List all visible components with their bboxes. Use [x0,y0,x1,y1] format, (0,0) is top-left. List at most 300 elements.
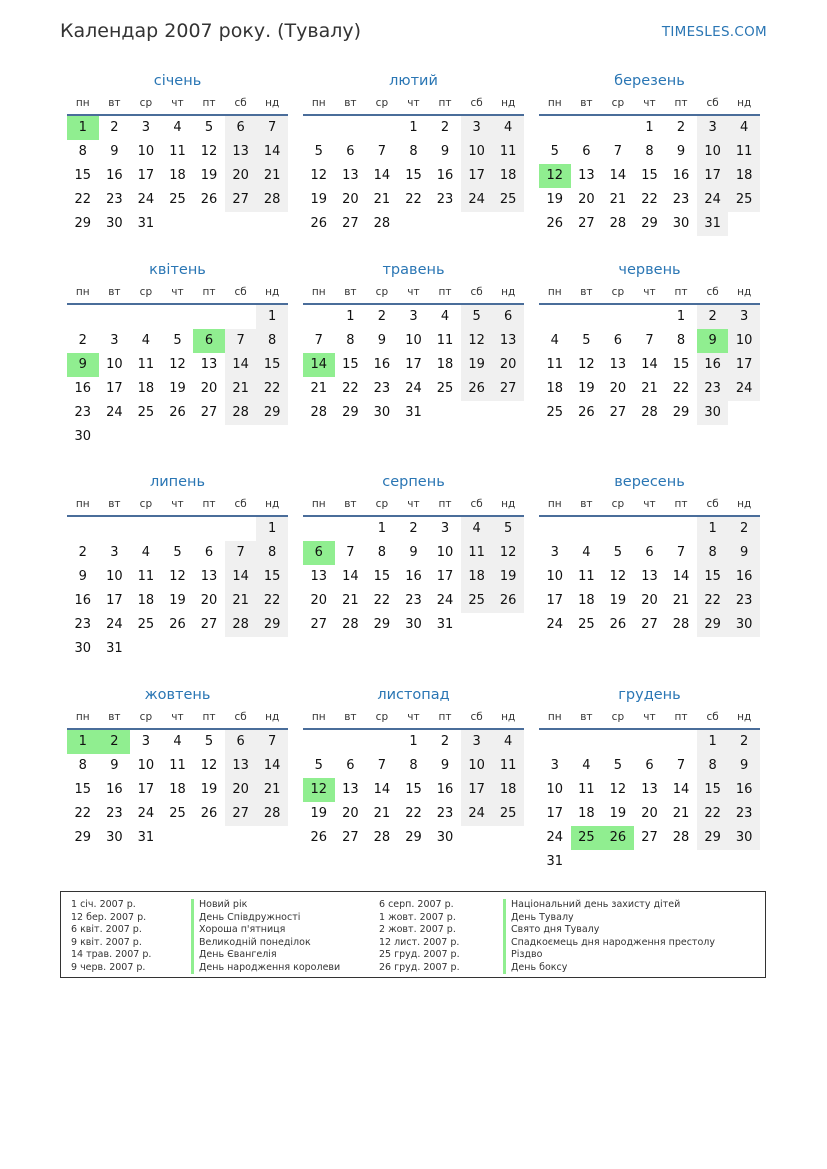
day-cell[interactable]: 5 [492,517,524,541]
day-cell[interactable]: 12 [200,758,218,773]
day-cell[interactable]: 17 [106,381,123,396]
day-cell[interactable]: 24 [405,381,422,396]
day-cell[interactable]: 3 [141,734,151,749]
day-cell[interactable]: 15 [697,778,729,802]
day-cell[interactable]: 5 [582,333,591,348]
day-cell[interactable]: 28 [225,613,257,637]
day-cell[interactable]: 30 [728,826,760,850]
day-cell[interactable]: 22 [641,192,658,207]
day-cell[interactable]: 4 [141,545,151,560]
day-cell[interactable]: 19 [310,806,328,821]
day-cell[interactable]: 22 [373,593,391,608]
day-cell[interactable]: 1 [645,120,654,135]
day-cell[interactable]: 7 [346,545,355,560]
day-cell[interactable]: 18 [436,357,454,372]
day-cell[interactable]: 16 [106,782,123,797]
day-cell[interactable]: 12 [461,329,493,353]
day-cell[interactable]: 31 [697,212,729,236]
day-cell[interactable]: 3 [141,120,151,135]
day-cell[interactable]: 30 [672,216,690,231]
day-cell[interactable]: 3 [461,730,493,754]
day-cell[interactable]: 17 [436,569,454,584]
day-cell[interactable]: 9 [697,329,729,353]
day-cell[interactable]: 18 [492,778,524,802]
day-cell[interactable]: 30 [106,216,123,231]
day-cell[interactable]: 20 [342,192,359,207]
day-cell[interactable]: 6 [492,305,524,329]
day-cell[interactable]: 5 [204,120,214,135]
day-cell[interactable]: 27 [641,830,658,845]
day-cell[interactable]: 1 [697,730,729,754]
day-cell[interactable]: 10 [106,357,123,372]
day-cell[interactable]: 12 [200,144,218,159]
day-cell[interactable]: 31 [137,216,155,231]
day-cell[interactable]: 17 [546,806,564,821]
day-cell[interactable]: 30 [697,401,729,425]
day-cell[interactable]: 24 [106,617,123,632]
day-cell[interactable]: 30 [405,617,422,632]
day-cell[interactable]: 1 [67,116,99,140]
day-cell[interactable]: 1 [697,517,729,541]
day-cell[interactable]: 7 [676,545,686,560]
day-cell[interactable]: 14 [256,140,288,164]
day-cell[interactable]: 22 [697,589,729,613]
day-cell[interactable]: 14 [303,353,335,377]
day-cell[interactable]: 28 [256,802,288,826]
day-cell[interactable]: 21 [342,593,359,608]
day-cell[interactable]: 14 [609,168,627,183]
day-cell[interactable]: 14 [225,353,257,377]
day-cell[interactable]: 2 [440,734,450,749]
day-cell[interactable]: 30 [728,613,760,637]
day-cell[interactable]: 4 [141,333,151,348]
day-cell[interactable]: 17 [546,593,564,608]
day-cell[interactable]: 3 [461,116,493,140]
day-cell[interactable]: 26 [609,617,627,632]
day-cell[interactable]: 23 [74,405,92,420]
day-cell[interactable]: 23 [728,589,760,613]
day-cell[interactable]: 10 [106,569,123,584]
day-cell[interactable]: 13 [342,168,359,183]
day-cell[interactable]: 9 [377,333,387,348]
day-cell[interactable]: 10 [436,545,454,560]
day-cell[interactable]: 10 [405,333,422,348]
day-cell[interactable]: 12 [310,168,328,183]
day-cell[interactable]: 27 [200,405,218,420]
day-cell[interactable]: 19 [546,192,564,207]
day-cell[interactable]: 26 [310,216,328,231]
day-cell[interactable]: 8 [645,144,654,159]
day-cell[interactable]: 11 [137,569,155,584]
day-cell[interactable]: 5 [204,734,214,749]
day-cell[interactable]: 25 [728,188,760,212]
day-cell[interactable]: 22 [405,192,422,207]
day-cell[interactable]: 8 [409,144,418,159]
day-cell[interactable]: 7 [377,144,387,159]
day-cell[interactable]: 24 [106,405,123,420]
day-cell[interactable]: 17 [405,357,422,372]
day-cell[interactable]: 7 [225,329,257,353]
day-cell[interactable]: 30 [436,830,454,845]
day-cell[interactable]: 16 [436,168,454,183]
day-cell[interactable]: 13 [310,569,328,584]
day-cell[interactable]: 21 [672,806,690,821]
day-cell[interactable]: 4 [492,116,524,140]
day-cell[interactable]: 9 [78,569,87,584]
day-cell[interactable]: 26 [169,617,186,632]
day-cell[interactable]: 29 [342,405,359,420]
day-cell[interactable]: 30 [373,405,391,420]
day-cell[interactable]: 2 [697,305,729,329]
day-cell[interactable]: 26 [578,405,595,420]
day-cell[interactable]: 26 [200,806,218,821]
day-cell[interactable]: 22 [256,377,288,401]
day-cell[interactable]: 8 [409,758,418,773]
day-cell[interactable]: 23 [436,806,454,821]
day-cell[interactable]: 21 [641,381,658,396]
day-cell[interactable]: 16 [405,569,422,584]
day-cell[interactable]: 25 [436,381,454,396]
day-cell[interactable]: 1 [676,309,686,324]
day-cell[interactable]: 12 [578,357,595,372]
day-cell[interactable]: 30 [106,830,123,845]
day-cell[interactable]: 10 [461,140,493,164]
day-cell[interactable]: 13 [641,569,658,584]
day-cell[interactable]: 26 [492,589,524,613]
day-cell[interactable]: 6 [225,730,257,754]
day-cell[interactable]: 6 [225,116,257,140]
day-cell[interactable]: 25 [492,802,524,826]
day-cell[interactable]: 3 [697,116,729,140]
day-cell[interactable]: 15 [74,782,92,797]
day-cell[interactable]: 27 [578,216,595,231]
day-cell[interactable]: 25 [137,617,155,632]
day-cell[interactable]: 16 [373,357,391,372]
day-cell[interactable]: 18 [728,164,760,188]
day-cell[interactable]: 26 [310,830,328,845]
day-cell[interactable]: 5 [314,144,323,159]
day-cell[interactable]: 6 [613,333,623,348]
day-cell[interactable]: 7 [676,758,686,773]
day-cell[interactable]: 3 [440,521,450,536]
day-cell[interactable]: 24 [697,188,729,212]
day-cell[interactable]: 13 [200,357,218,372]
day-cell[interactable]: 13 [225,140,257,164]
day-cell[interactable]: 18 [578,806,595,821]
day-cell[interactable]: 18 [492,164,524,188]
day-cell[interactable]: 20 [342,806,359,821]
day-cell[interactable]: 11 [436,333,454,348]
day-cell[interactable]: 27 [641,617,658,632]
day-cell[interactable]: 19 [492,565,524,589]
day-cell[interactable]: 9 [440,144,450,159]
day-cell[interactable]: 3 [550,545,559,560]
day-cell[interactable]: 12 [169,357,186,372]
day-cell[interactable]: 21 [672,593,690,608]
day-cell[interactable]: 16 [672,168,690,183]
day-cell[interactable]: 15 [405,168,422,183]
day-cell[interactable]: 5 [613,758,623,773]
day-cell[interactable]: 25 [461,589,493,613]
day-cell[interactable]: 14 [672,569,690,584]
day-cell[interactable]: 15 [256,565,288,589]
day-cell[interactable]: 23 [405,593,422,608]
day-cell[interactable]: 15 [342,357,359,372]
day-cell[interactable]: 6 [645,758,654,773]
day-cell[interactable]: 23 [436,192,454,207]
day-cell[interactable]: 21 [373,192,391,207]
day-cell[interactable]: 28 [256,188,288,212]
day-cell[interactable]: 7 [377,758,387,773]
day-cell[interactable]: 10 [461,754,493,778]
day-cell[interactable]: 6 [346,144,355,159]
day-cell[interactable]: 2 [676,120,686,135]
day-cell[interactable]: 12 [609,782,627,797]
day-cell[interactable]: 21 [373,806,391,821]
day-cell[interactable]: 24 [728,377,760,401]
day-cell[interactable]: 8 [697,754,729,778]
day-cell[interactable]: 2 [440,120,450,135]
day-cell[interactable]: 12 [303,778,335,802]
day-cell[interactable]: 1 [256,517,288,541]
day-cell[interactable]: 18 [461,565,493,589]
day-cell[interactable]: 18 [137,381,155,396]
day-cell[interactable]: 21 [225,377,257,401]
day-cell[interactable]: 31 [436,617,454,632]
day-cell[interactable]: 21 [256,778,288,802]
day-cell[interactable]: 16 [728,778,760,802]
day-cell[interactable]: 11 [728,140,760,164]
day-cell[interactable]: 3 [110,333,119,348]
day-cell[interactable]: 4 [440,309,450,324]
day-cell[interactable]: 2 [728,517,760,541]
day-cell[interactable]: 17 [697,164,729,188]
day-cell[interactable]: 6 [582,144,591,159]
day-cell[interactable]: 1 [256,305,288,329]
day-cell[interactable]: 3 [728,305,760,329]
day-cell[interactable]: 2 [377,309,387,324]
day-cell[interactable]: 9 [67,353,99,377]
day-cell[interactable]: 4 [582,758,591,773]
day-cell[interactable]: 25 [546,405,564,420]
day-cell[interactable]: 24 [137,806,155,821]
day-cell[interactable]: 23 [697,377,729,401]
day-cell[interactable]: 15 [697,565,729,589]
day-cell[interactable]: 20 [578,192,595,207]
day-cell[interactable]: 4 [173,120,182,135]
day-cell[interactable]: 24 [137,192,155,207]
day-cell[interactable]: 13 [578,168,595,183]
day-cell[interactable]: 31 [137,830,155,845]
day-cell[interactable]: 14 [373,782,391,797]
day-cell[interactable]: 8 [78,758,87,773]
day-cell[interactable]: 18 [137,593,155,608]
day-cell[interactable]: 9 [409,545,418,560]
day-cell[interactable]: 13 [492,329,524,353]
day-cell[interactable]: 22 [672,381,690,396]
day-cell[interactable]: 29 [74,216,92,231]
day-cell[interactable]: 10 [137,144,155,159]
day-cell[interactable]: 27 [225,802,257,826]
day-cell[interactable]: 2 [78,545,87,560]
day-cell[interactable]: 22 [405,806,422,821]
day-cell[interactable]: 6 [204,545,214,560]
day-cell[interactable]: 2 [409,521,418,536]
day-cell[interactable]: 17 [137,168,155,183]
day-cell[interactable]: 4 [173,734,182,749]
day-cell[interactable]: 11 [461,541,493,565]
day-cell[interactable]: 19 [609,593,627,608]
day-cell[interactable]: 11 [578,569,595,584]
day-cell[interactable]: 20 [200,593,218,608]
day-cell[interactable]: 28 [342,617,359,632]
day-cell[interactable]: 23 [672,192,690,207]
day-cell[interactable]: 31 [546,854,564,869]
day-cell[interactable]: 29 [697,613,729,637]
day-cell[interactable]: 1 [346,309,355,324]
day-cell[interactable]: 29 [405,830,422,845]
day-cell[interactable]: 14 [373,168,391,183]
day-cell[interactable]: 31 [106,641,123,656]
day-cell[interactable]: 25 [169,806,186,821]
day-cell[interactable]: 15 [373,569,391,584]
day-cell[interactable]: 29 [256,401,288,425]
day-cell[interactable]: 7 [314,333,323,348]
day-cell[interactable]: 12 [492,541,524,565]
day-cell[interactable]: 17 [106,593,123,608]
day-cell[interactable]: 1 [377,521,387,536]
day-cell[interactable]: 9 [728,754,760,778]
day-cell[interactable]: 8 [256,329,288,353]
day-cell[interactable]: 14 [225,565,257,589]
day-cell[interactable]: 23 [74,617,92,632]
day-cell[interactable]: 9 [110,758,119,773]
day-cell[interactable]: 21 [310,381,328,396]
day-cell[interactable]: 27 [225,188,257,212]
day-cell[interactable]: 18 [578,593,595,608]
day-cell[interactable]: 20 [310,593,328,608]
day-cell[interactable]: 28 [672,617,690,632]
day-cell[interactable]: 3 [110,545,119,560]
day-cell[interactable]: 27 [310,617,328,632]
day-cell[interactable]: 15 [405,782,422,797]
day-cell[interactable]: 27 [200,617,218,632]
day-cell[interactable]: 12 [609,569,627,584]
day-cell[interactable]: 4 [728,116,760,140]
day-cell[interactable]: 7 [225,541,257,565]
day-cell[interactable]: 28 [641,405,658,420]
brand-link[interactable]: TIMESLES.COM [661,24,767,40]
day-cell[interactable]: 3 [550,758,559,773]
day-cell[interactable]: 11 [169,144,186,159]
day-cell[interactable]: 5 [314,758,323,773]
day-cell[interactable]: 1 [409,734,418,749]
day-cell[interactable]: 19 [169,593,186,608]
day-cell[interactable]: 30 [74,429,92,444]
day-cell[interactable]: 7 [613,144,623,159]
day-cell[interactable]: 16 [106,168,123,183]
day-cell[interactable]: 16 [436,782,454,797]
day-cell[interactable]: 29 [641,216,658,231]
day-cell[interactable]: 23 [728,802,760,826]
day-cell[interactable]: 19 [200,782,218,797]
day-cell[interactable]: 20 [641,593,658,608]
day-cell[interactable]: 6 [645,545,654,560]
day-cell[interactable]: 6 [193,329,225,353]
day-cell[interactable]: 2 [728,730,760,754]
day-cell[interactable]: 18 [169,782,186,797]
day-cell[interactable]: 22 [697,802,729,826]
day-cell[interactable]: 18 [169,168,186,183]
day-cell[interactable]: 20 [492,353,524,377]
day-cell[interactable]: 25 [137,405,155,420]
day-cell[interactable]: 2 [78,333,87,348]
day-cell[interactable]: 24 [546,830,564,845]
day-cell[interactable]: 24 [461,802,493,826]
day-cell[interactable]: 13 [609,357,627,372]
day-cell[interactable]: 7 [256,116,288,140]
day-cell[interactable]: 12 [539,164,571,188]
day-cell[interactable]: 19 [578,381,595,396]
day-cell[interactable]: 9 [676,144,686,159]
day-cell[interactable]: 4 [492,730,524,754]
day-cell[interactable]: 20 [609,381,627,396]
day-cell[interactable]: 6 [303,541,335,565]
day-cell[interactable]: 7 [256,730,288,754]
day-cell[interactable]: 11 [546,357,564,372]
day-cell[interactable]: 20 [225,164,257,188]
day-cell[interactable]: 24 [461,188,493,212]
day-cell[interactable]: 28 [609,216,627,231]
day-cell[interactable]: 17 [137,782,155,797]
day-cell[interactable]: 1 [67,730,99,754]
day-cell[interactable]: 8 [697,541,729,565]
day-cell[interactable]: 31 [405,405,422,420]
day-cell[interactable]: 10 [546,782,564,797]
day-cell[interactable]: 8 [676,333,686,348]
day-cell[interactable]: 27 [342,216,359,231]
day-cell[interactable]: 26 [169,405,186,420]
day-cell[interactable]: 23 [373,381,391,396]
day-cell[interactable]: 28 [373,216,391,231]
day-cell[interactable]: 15 [256,353,288,377]
day-cell[interactable]: 22 [74,192,92,207]
day-cell[interactable]: 4 [582,545,591,560]
day-cell[interactable]: 8 [346,333,355,348]
day-cell[interactable]: 2 [99,730,131,754]
day-cell[interactable]: 28 [310,405,328,420]
day-cell[interactable]: 19 [461,353,493,377]
day-cell[interactable]: 14 [672,782,690,797]
day-cell[interactable]: 4 [461,517,493,541]
day-cell[interactable]: 27 [609,405,627,420]
day-cell[interactable]: 22 [256,589,288,613]
day-cell[interactable]: 21 [256,164,288,188]
day-cell[interactable]: 29 [256,613,288,637]
day-cell[interactable]: 27 [342,830,359,845]
day-cell[interactable]: 25 [578,617,595,632]
day-cell[interactable]: 29 [373,617,391,632]
day-cell[interactable]: 15 [672,357,690,372]
day-cell[interactable]: 20 [225,778,257,802]
day-cell[interactable]: 30 [74,641,92,656]
day-cell[interactable]: 3 [409,309,418,324]
day-cell[interactable]: 23 [106,192,123,207]
day-cell[interactable]: 8 [256,541,288,565]
day-cell[interactable]: 17 [461,778,493,802]
day-cell[interactable]: 10 [546,569,564,584]
day-cell[interactable]: 11 [492,140,524,164]
